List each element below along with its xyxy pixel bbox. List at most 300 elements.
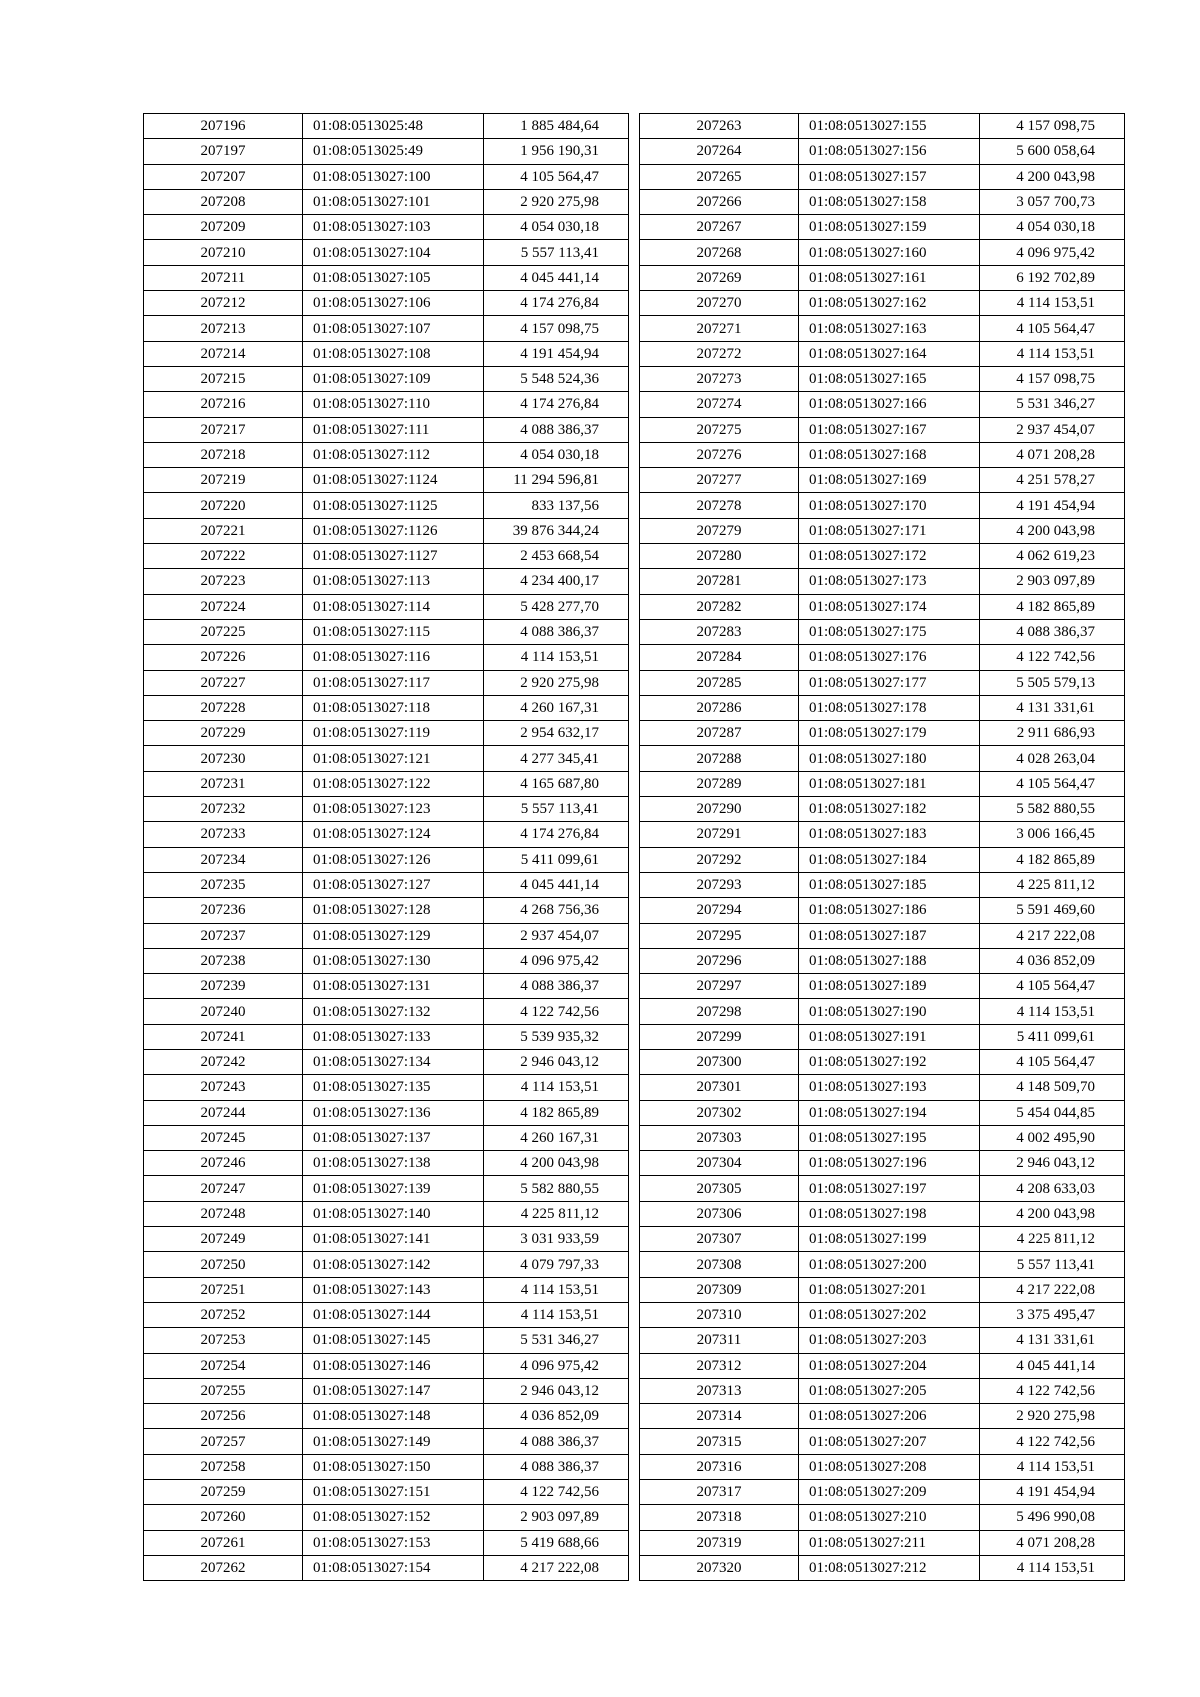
cadastral-value-cell: 4 114 153,51: [484, 645, 629, 670]
cadastral-value-cell: 4 028 263,04: [980, 746, 1125, 771]
row-number-cell: 207290: [640, 797, 799, 822]
cadastral-number-cell: 01:08:0513027:192: [799, 1049, 980, 1074]
cadastral-number-cell: 01:08:0513027:209: [799, 1480, 980, 1505]
row-number-cell: 207302: [640, 1100, 799, 1125]
cadastral-number-cell: 01:08:0513027:170: [799, 493, 980, 518]
cadastral-value-cell: 4 088 386,37: [484, 974, 629, 999]
cadastral-value-cell: 4 174 276,84: [484, 822, 629, 847]
cadastral-number-cell: 01:08:0513027:183: [799, 822, 980, 847]
row-number-cell: 207293: [640, 872, 799, 897]
cadastral-value-cell: 4 114 153,51: [980, 1555, 1125, 1580]
cadastral-value-cell: 5 557 113,41: [484, 240, 629, 265]
cadastral-value-cell: 5 591 469,60: [980, 898, 1125, 923]
cadastral-value-cell: 4 105 564,47: [484, 164, 629, 189]
cadastral-number-cell: 01:08:0513027:127: [303, 872, 484, 897]
row-number-cell: 207227: [144, 670, 303, 695]
cadastral-number-cell: 01:08:0513027:129: [303, 923, 484, 948]
cadastral-number-cell: 01:08:0513027:187: [799, 923, 980, 948]
cadastral-value-cell: 4 054 030,18: [980, 215, 1125, 240]
row-number-cell: 207239: [144, 974, 303, 999]
cadastral-value-cell: 2 954 632,17: [484, 721, 629, 746]
table-row: [144, 139, 629, 164]
cadastral-value-cell: 4 036 852,09: [484, 1404, 629, 1429]
cadastral-number-cell: 01:08:0513027:208: [799, 1454, 980, 1479]
row-number-cell: 207237: [144, 923, 303, 948]
cadastral-number-cell: 01:08:0513027:151: [303, 1480, 484, 1505]
cadastral-value-cell: 4 131 331,61: [980, 1328, 1125, 1353]
row-number-cell: 207228: [144, 695, 303, 720]
row-number-cell: 207309: [640, 1277, 799, 1302]
table-row: [144, 746, 629, 771]
table-row: [640, 442, 1125, 467]
row-number-cell: 207310: [640, 1302, 799, 1327]
table-row: [640, 569, 1125, 594]
row-number-cell: 207261: [144, 1530, 303, 1555]
table-row: [640, 1302, 1125, 1327]
cadastral-value-cell: 4 165 687,80: [484, 771, 629, 796]
cadastral-number-cell: 01:08:0513027:110: [303, 392, 484, 417]
cadastral-number-cell: 01:08:0513027:114: [303, 594, 484, 619]
cadastral-number-cell: 01:08:0513027:173: [799, 569, 980, 594]
cadastral-value-cell: 4 174 276,84: [484, 392, 629, 417]
table-row: [640, 366, 1125, 391]
table-row: [640, 847, 1125, 872]
table-row: [144, 1151, 629, 1176]
row-number-cell: 207300: [640, 1049, 799, 1074]
row-number-cell: 207238: [144, 948, 303, 973]
cadastral-value-cell: 4 157 098,75: [980, 114, 1125, 139]
cadastral-number-cell: 01:08:0513027:211: [799, 1530, 980, 1555]
left-table-body: [144, 114, 629, 1581]
cadastral-value-cell: 5 557 113,41: [980, 1252, 1125, 1277]
cadastral-number-cell: 01:08:0513027:148: [303, 1404, 484, 1429]
table-row: [144, 392, 629, 417]
cadastral-value-cell: 833 137,56: [484, 493, 629, 518]
cadastral-value-cell: 5 454 044,85: [980, 1100, 1125, 1125]
cadastral-number-cell: 01:08:0513027:153: [303, 1530, 484, 1555]
cadastral-number-cell: 01:08:0513027:160: [799, 240, 980, 265]
row-number-cell: 207286: [640, 695, 799, 720]
cadastral-number-cell: 01:08:0513027:166: [799, 392, 980, 417]
row-number-cell: 207288: [640, 746, 799, 771]
cadastral-value-cell: 4 217 222,08: [980, 1277, 1125, 1302]
cadastral-number-cell: 01:08:0513027:116: [303, 645, 484, 670]
cadastral-number-cell: 01:08:0513027:202: [799, 1302, 980, 1327]
table-row: [640, 822, 1125, 847]
table-row: [144, 544, 629, 569]
cadastral-value-cell: 2 946 043,12: [980, 1151, 1125, 1176]
cadastral-value-cell: 4 268 756,36: [484, 898, 629, 923]
row-number-cell: 207245: [144, 1125, 303, 1150]
row-number-cell: 207301: [640, 1075, 799, 1100]
row-number-cell: 207256: [144, 1404, 303, 1429]
row-number-cell: 207262: [144, 1555, 303, 1580]
row-number-cell: 207284: [640, 645, 799, 670]
cadastral-value-cell: 4 200 043,98: [980, 518, 1125, 543]
cadastral-number-cell: 01:08:0513027:111: [303, 417, 484, 442]
cadastral-value-cell: 4 191 454,94: [980, 493, 1125, 518]
row-number-cell: 207280: [640, 544, 799, 569]
row-number-cell: 207306: [640, 1201, 799, 1226]
cadastral-value-cell: 5 411 099,61: [484, 847, 629, 872]
table-row: [640, 619, 1125, 644]
cadastral-number-cell: 01:08:0513027:210: [799, 1505, 980, 1530]
table-row: [144, 695, 629, 720]
table-row: [640, 392, 1125, 417]
table-row: [144, 1176, 629, 1201]
table-row: [640, 1227, 1125, 1252]
cadastral-number-cell: 01:08:0513027:117: [303, 670, 484, 695]
cadastral-number-cell: 01:08:0513027:138: [303, 1151, 484, 1176]
cadastral-number-cell: 01:08:0513027:1126: [303, 518, 484, 543]
right-table-body: [640, 114, 1125, 1581]
cadastral-number-cell: 01:08:0513027:135: [303, 1075, 484, 1100]
table-row: [640, 1252, 1125, 1277]
cadastral-number-cell: 01:08:0513027:131: [303, 974, 484, 999]
cadastral-number-cell: 01:08:0513027:152: [303, 1505, 484, 1530]
cadastral-number-cell: 01:08:0513027:193: [799, 1075, 980, 1100]
cadastral-number-cell: 01:08:0513027:123: [303, 797, 484, 822]
row-number-cell: 207210: [144, 240, 303, 265]
row-number-cell: 207259: [144, 1480, 303, 1505]
cadastral-value-cell: 4 036 852,09: [980, 948, 1125, 973]
cadastral-number-cell: 01:08:0513027:139: [303, 1176, 484, 1201]
cadastral-number-cell: 01:08:0513027:112: [303, 442, 484, 467]
row-number-cell: 207265: [640, 164, 799, 189]
table-row: [144, 114, 629, 139]
cadastral-number-cell: 01:08:0513025:48: [303, 114, 484, 139]
cadastral-value-cell: 4 191 454,94: [980, 1480, 1125, 1505]
cadastral-value-cell: 4 182 865,89: [484, 1100, 629, 1125]
row-number-cell: 207207: [144, 164, 303, 189]
table-row: [640, 215, 1125, 240]
row-number-cell: 207257: [144, 1429, 303, 1454]
table-row: [144, 1429, 629, 1454]
table-row: [144, 948, 629, 973]
row-number-cell: 207235: [144, 872, 303, 897]
table-row: [144, 1201, 629, 1226]
cadastral-number-cell: 01:08:0513027:199: [799, 1227, 980, 1252]
cadastral-number-cell: 01:08:0513027:105: [303, 265, 484, 290]
cadastral-number-cell: 01:08:0513027:162: [799, 291, 980, 316]
cadastral-value-cell: 3 006 166,45: [980, 822, 1125, 847]
table-row: [144, 164, 629, 189]
table-row: [144, 721, 629, 746]
table-row: [144, 645, 629, 670]
row-number-cell: 207316: [640, 1454, 799, 1479]
row-number-cell: 207258: [144, 1454, 303, 1479]
cadastral-number-cell: 01:08:0513027:174: [799, 594, 980, 619]
cadastral-number-cell: 01:08:0513027:119: [303, 721, 484, 746]
cadastral-number-cell: 01:08:0513027:113: [303, 569, 484, 594]
cadastral-value-cell: 5 582 880,55: [980, 797, 1125, 822]
cadastral-value-cell: 4 105 564,47: [980, 771, 1125, 796]
cadastral-number-cell: 01:08:0513027:177: [799, 670, 980, 695]
table-row: [144, 1555, 629, 1580]
cadastral-value-cell: 2 911 686,93: [980, 721, 1125, 746]
cadastral-number-cell: 01:08:0513027:184: [799, 847, 980, 872]
table-row: [144, 1328, 629, 1353]
row-number-cell: 207243: [144, 1075, 303, 1100]
cadastral-number-cell: 01:08:0513027:144: [303, 1302, 484, 1327]
table-row: [144, 1252, 629, 1277]
row-number-cell: 207255: [144, 1378, 303, 1403]
row-number-cell: 207295: [640, 923, 799, 948]
cadastral-number-cell: 01:08:0513027:142: [303, 1252, 484, 1277]
cadastral-value-cell: 2 937 454,07: [980, 417, 1125, 442]
cadastral-number-cell: 01:08:0513027:196: [799, 1151, 980, 1176]
table-row: [144, 1480, 629, 1505]
cadastral-number-cell: 01:08:0513027:121: [303, 746, 484, 771]
cadastral-number-cell: 01:08:0513027:178: [799, 695, 980, 720]
cadastral-value-cell: 1 956 190,31: [484, 139, 629, 164]
row-number-cell: 207216: [144, 392, 303, 417]
left-cadastral-table: [143, 113, 629, 1581]
row-number-cell: 207223: [144, 569, 303, 594]
row-number-cell: 207225: [144, 619, 303, 644]
row-number-cell: 207246: [144, 1151, 303, 1176]
cadastral-value-cell: 4 122 742,56: [484, 999, 629, 1024]
table-row: [144, 1075, 629, 1100]
cadastral-number-cell: 01:08:0513027:109: [303, 366, 484, 391]
row-number-cell: 207268: [640, 240, 799, 265]
table-row: [144, 1302, 629, 1327]
table-row: [640, 999, 1125, 1024]
cadastral-number-cell: 01:08:0513027:1124: [303, 468, 484, 493]
cadastral-number-cell: 01:08:0513027:194: [799, 1100, 980, 1125]
row-number-cell: 207289: [640, 771, 799, 796]
table-row: [640, 948, 1125, 973]
cadastral-value-cell: 4 088 386,37: [484, 417, 629, 442]
cadastral-number-cell: 01:08:0513027:176: [799, 645, 980, 670]
row-number-cell: 207249: [144, 1227, 303, 1252]
cadastral-number-cell: 01:08:0513027:195: [799, 1125, 980, 1150]
cadastral-number-cell: 01:08:0513027:163: [799, 316, 980, 341]
cadastral-value-cell: 4 200 043,98: [980, 164, 1125, 189]
table-row: [640, 1505, 1125, 1530]
cadastral-value-cell: 5 557 113,41: [484, 797, 629, 822]
table-row: [144, 670, 629, 695]
table-row: [640, 341, 1125, 366]
cadastral-value-cell: 5 531 346,27: [484, 1328, 629, 1353]
table-row: [640, 1049, 1125, 1074]
table-row: [640, 1454, 1125, 1479]
cadastral-value-cell: 4 217 222,08: [484, 1555, 629, 1580]
right-cadastral-table: [639, 113, 1125, 1581]
table-row: [144, 822, 629, 847]
table-row: [144, 493, 629, 518]
table-row: [144, 1505, 629, 1530]
row-number-cell: 207266: [640, 189, 799, 214]
cadastral-value-cell: 2 453 668,54: [484, 544, 629, 569]
table-row: [144, 366, 629, 391]
table-row: [640, 1125, 1125, 1150]
table-row: [640, 1328, 1125, 1353]
cadastral-value-cell: 5 539 935,32: [484, 1024, 629, 1049]
row-number-cell: 207282: [640, 594, 799, 619]
cadastral-value-cell: 2 903 097,89: [980, 569, 1125, 594]
cadastral-value-cell: 1 885 484,64: [484, 114, 629, 139]
cadastral-value-cell: 2 937 454,07: [484, 923, 629, 948]
row-number-cell: 207209: [144, 215, 303, 240]
cadastral-number-cell: 01:08:0513027:156: [799, 139, 980, 164]
cadastral-number-cell: 01:08:0513027:207: [799, 1429, 980, 1454]
cadastral-number-cell: 01:08:0513027:154: [303, 1555, 484, 1580]
cadastral-number-cell: 01:08:0513027:147: [303, 1378, 484, 1403]
cadastral-number-cell: 01:08:0513027:161: [799, 265, 980, 290]
table-row: [144, 1227, 629, 1252]
cadastral-number-cell: 01:08:0513027:1127: [303, 544, 484, 569]
table-row: [640, 417, 1125, 442]
cadastral-value-cell: 4 088 386,37: [980, 619, 1125, 644]
table-row: [640, 1201, 1125, 1226]
cadastral-value-cell: 5 411 099,61: [980, 1024, 1125, 1049]
row-number-cell: 207298: [640, 999, 799, 1024]
table-row: [640, 1100, 1125, 1125]
row-number-cell: 207320: [640, 1555, 799, 1580]
table-row: [640, 1378, 1125, 1403]
cadastral-value-cell: 4 088 386,37: [484, 619, 629, 644]
cadastral-value-cell: 4 200 043,98: [484, 1151, 629, 1176]
cadastral-value-cell: 4 105 564,47: [980, 974, 1125, 999]
table-row: [144, 999, 629, 1024]
table-row: [640, 316, 1125, 341]
row-number-cell: 207213: [144, 316, 303, 341]
row-number-cell: 207274: [640, 392, 799, 417]
cadastral-value-cell: 4 054 030,18: [484, 442, 629, 467]
table-row: [640, 974, 1125, 999]
row-number-cell: 207250: [144, 1252, 303, 1277]
cadastral-value-cell: 3 375 495,47: [980, 1302, 1125, 1327]
cadastral-number-cell: 01:08:0513027:185: [799, 872, 980, 897]
row-number-cell: 207287: [640, 721, 799, 746]
cadastral-value-cell: 4 114 153,51: [484, 1277, 629, 1302]
table-row: [144, 1277, 629, 1302]
cadastral-number-cell: 01:08:0513027:181: [799, 771, 980, 796]
row-number-cell: 207275: [640, 417, 799, 442]
row-number-cell: 207312: [640, 1353, 799, 1378]
row-number-cell: 207271: [640, 316, 799, 341]
cadastral-number-cell: 01:08:0513027:130: [303, 948, 484, 973]
cadastral-number-cell: 01:08:0513027:101: [303, 189, 484, 214]
row-number-cell: 207296: [640, 948, 799, 973]
cadastral-value-cell: 4 225 811,12: [980, 1227, 1125, 1252]
cadastral-number-cell: 01:08:0513027:189: [799, 974, 980, 999]
table-row: [640, 139, 1125, 164]
table-row: [640, 721, 1125, 746]
cadastral-number-cell: 01:08:0513027:141: [303, 1227, 484, 1252]
cadastral-number-cell: 01:08:0513027:188: [799, 948, 980, 973]
cadastral-value-cell: 3 031 933,59: [484, 1227, 629, 1252]
row-number-cell: 207281: [640, 569, 799, 594]
table-row: [640, 1151, 1125, 1176]
row-number-cell: 207299: [640, 1024, 799, 1049]
row-number-cell: 207317: [640, 1480, 799, 1505]
cadastral-number-cell: 01:08:0513027:145: [303, 1328, 484, 1353]
row-number-cell: 207303: [640, 1125, 799, 1150]
table-row: [144, 847, 629, 872]
cadastral-number-cell: 01:08:0513027:159: [799, 215, 980, 240]
table-row: [144, 569, 629, 594]
cadastral-value-cell: 4 088 386,37: [484, 1454, 629, 1479]
table-row: [640, 164, 1125, 189]
cadastral-value-cell: 4 054 030,18: [484, 215, 629, 240]
table-row: [640, 1075, 1125, 1100]
table-row: [640, 240, 1125, 265]
row-number-cell: 207196: [144, 114, 303, 139]
row-number-cell: 207283: [640, 619, 799, 644]
cadastral-number-cell: 01:08:0513027:134: [303, 1049, 484, 1074]
cadastral-number-cell: 01:08:0513027:203: [799, 1328, 980, 1353]
table-row: [640, 645, 1125, 670]
table-row: [144, 974, 629, 999]
table-row: [640, 594, 1125, 619]
row-number-cell: 207241: [144, 1024, 303, 1049]
cadastral-number-cell: 01:08:0513027:198: [799, 1201, 980, 1226]
cadastral-value-cell: 4 114 153,51: [980, 341, 1125, 366]
cadastral-number-cell: 01:08:0513027:106: [303, 291, 484, 316]
table-row: [640, 544, 1125, 569]
row-number-cell: 207285: [640, 670, 799, 695]
row-number-cell: 207263: [640, 114, 799, 139]
table-row: [144, 1404, 629, 1429]
table-row: [144, 189, 629, 214]
row-number-cell: 207260: [144, 1505, 303, 1530]
row-number-cell: 207242: [144, 1049, 303, 1074]
cadastral-number-cell: 01:08:0513027:169: [799, 468, 980, 493]
row-number-cell: 207231: [144, 771, 303, 796]
cadastral-value-cell: 39 876 344,24: [484, 518, 629, 543]
cadastral-value-cell: 11 294 596,81: [484, 468, 629, 493]
cadastral-number-cell: 01:08:0513027:133: [303, 1024, 484, 1049]
cadastral-number-cell: 01:08:0513027:100: [303, 164, 484, 189]
cadastral-number-cell: 01:08:0513027:180: [799, 746, 980, 771]
cadastral-number-cell: 01:08:0513027:140: [303, 1201, 484, 1226]
table-row: [144, 518, 629, 543]
cadastral-number-cell: 01:08:0513027:124: [303, 822, 484, 847]
row-number-cell: 207307: [640, 1227, 799, 1252]
row-number-cell: 207222: [144, 544, 303, 569]
row-number-cell: 207211: [144, 265, 303, 290]
cadastral-number-cell: 01:08:0513025:49: [303, 139, 484, 164]
cadastral-value-cell: 4 045 441,14: [484, 265, 629, 290]
cadastral-number-cell: 01:08:0513027:206: [799, 1404, 980, 1429]
cadastral-value-cell: 4 191 454,94: [484, 341, 629, 366]
cadastral-value-cell: 6 192 702,89: [980, 265, 1125, 290]
cadastral-value-cell: 5 582 880,55: [484, 1176, 629, 1201]
cadastral-value-cell: 2 920 275,98: [980, 1404, 1125, 1429]
table-row: [144, 1353, 629, 1378]
cadastral-value-cell: 4 088 386,37: [484, 1429, 629, 1454]
cadastral-value-cell: 4 114 153,51: [980, 999, 1125, 1024]
row-number-cell: 207291: [640, 822, 799, 847]
cadastral-value-cell: 4 002 495,90: [980, 1125, 1125, 1150]
table-row: [144, 265, 629, 290]
row-number-cell: 207292: [640, 847, 799, 872]
row-number-cell: 207219: [144, 468, 303, 493]
cadastral-number-cell: 01:08:0513027:103: [303, 215, 484, 240]
table-row: [640, 291, 1125, 316]
cadastral-number-cell: 01:08:0513027:205: [799, 1378, 980, 1403]
cadastral-number-cell: 01:08:0513027:126: [303, 847, 484, 872]
cadastral-value-cell: 5 505 579,13: [980, 670, 1125, 695]
cadastral-value-cell: 4 260 167,31: [484, 1125, 629, 1150]
table-row: [640, 695, 1125, 720]
table-row: [144, 1378, 629, 1403]
row-number-cell: 207247: [144, 1176, 303, 1201]
cadastral-number-cell: 01:08:0513027:167: [799, 417, 980, 442]
table-row: [640, 670, 1125, 695]
